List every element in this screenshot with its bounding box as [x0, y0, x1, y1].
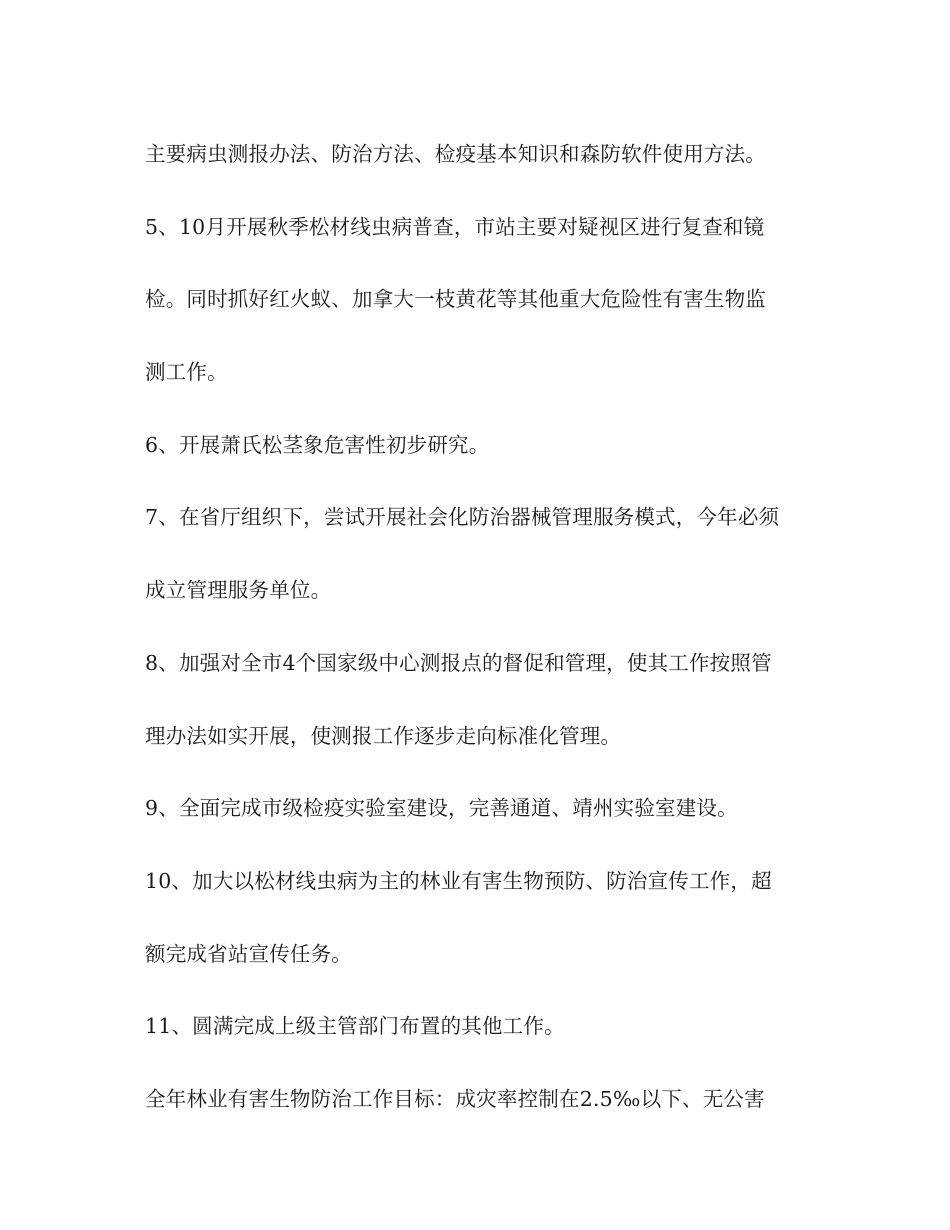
text-line: 检。同时抓好红火蚁、加拿大一枝黄花等其他重大危险性有害生物监	[145, 287, 766, 312]
text-line: 5、10月开展秋季松材线虫病普查，市站主要对疑视区进行复查和镜	[145, 214, 765, 239]
text-line: 9、全面完成市级检疫实验室建设，完善通道、靖州实验室建设。	[145, 796, 738, 821]
text-line: 成立管理服务单位。	[145, 578, 332, 603]
text-line: 主要病虫测报办法、防治方法、检疫基本知识和森防软件使用方法。	[145, 142, 766, 166]
text-line: 全年林业有害生物防治工作目标：成灾率控制在2.5‰以下、无公害	[145, 1086, 765, 1111]
text-line: 测工作。	[145, 360, 228, 385]
text-line: 6、开展萧氏松茎象危害性初步研究。	[145, 432, 490, 457]
text-line: 7、在省厅组织下，尝试开展社会化防治器械管理服务模式，今年必须	[145, 505, 780, 530]
text-line: 10、加大以松材线虫病为主的林业有害生物预防、防治宣传工作，超	[145, 868, 772, 893]
text-line: 11、圆满完成上级主管部门布置的其他工作。	[145, 1014, 565, 1039]
text-line: 理办法如实开展，使测报工作逐步走向标准化管理。	[145, 723, 622, 748]
document-body	[145, 118, 815, 1136]
text-line: 8、加强对全市4个国家级中心测报点的督促和管理，使其工作按照管	[145, 650, 772, 675]
text-line: 额完成省站宣传任务。	[145, 941, 352, 966]
